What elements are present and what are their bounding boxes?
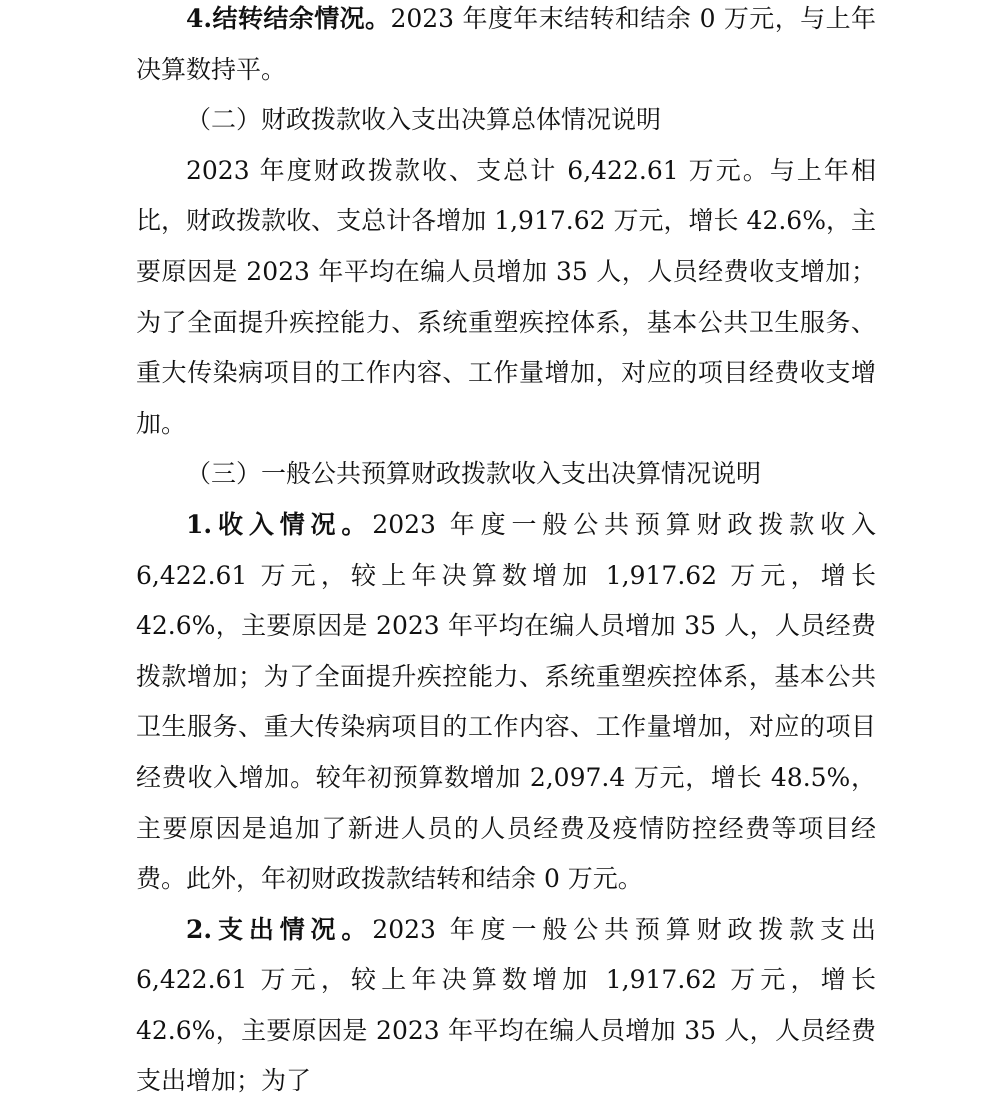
paragraph-income xyxy=(136,500,876,905)
paragraph-text: 2023 年度年末结转和结余 0 万元，与上年决算数持平。 xyxy=(136,4,876,84)
paragraph-lead: 4.结转结余情况。 xyxy=(186,4,391,33)
section-heading-general-budget: （三）一般公共预算财政拨款收入支出决算情况说明 xyxy=(186,459,762,489)
paragraph-lead: 1.收入情况。 xyxy=(186,509,373,539)
paragraph-carryover-balance xyxy=(136,0,876,95)
paragraph-text: 2023 年度一般公共预算财政拨款支出 6,422.61 万元，较上年决算数增加 1,917.62 万元，增长 42.6%，主要原因是 2023 年平均在编人员增加 35 人，人员经费支出增加；为了 xyxy=(136,914,876,1096)
paragraph-expenditure xyxy=(136,905,876,1107)
section-heading-fiscal-overview: （二）财政拨款收入支出决算总体情况说明 xyxy=(186,105,662,135)
document-page xyxy=(136,0,876,1107)
paragraph-text: 2023 年度一般公共预算财政拨款收入 6,422.61 万元，较上年决算数增加 1,917.62 万元，增长 42.6%，主要原因是 2023 年平均在编人员增加 35 人，人员经费拨款增加；为了全面提升疾控能力、系统重塑疾控体系，基本公共卫生服务、重大传染病项目的工作内容、工作量增加，对应的项目经费收入增加。较年初预算数增加 2,097.4 万元，增长 48.5%，主要原因是追加了新进人员的人员经费及疫情防控经费等项目经费。此外，年初财政拨款结转和结余 0 万元。 xyxy=(136,509,876,894)
paragraph-lead: 2.支出情况。 xyxy=(186,914,373,944)
paragraph-fiscal-overview: 2023 年度财政拨款收、支总计 6,422.61 万元。与上年相比，财政拨款收、支总计各增加 1,917.62 万元，增长 42.6%，主要原因是 2023 年平均在编人员增加 35 人，人员经费收支增加；为了全面提升疾控能力、系统重塑疾控体系，基本公共卫生服务、重大传染病项目的工作内容、工作量增加，对应的项目经费收支增加。 xyxy=(136,155,876,438)
